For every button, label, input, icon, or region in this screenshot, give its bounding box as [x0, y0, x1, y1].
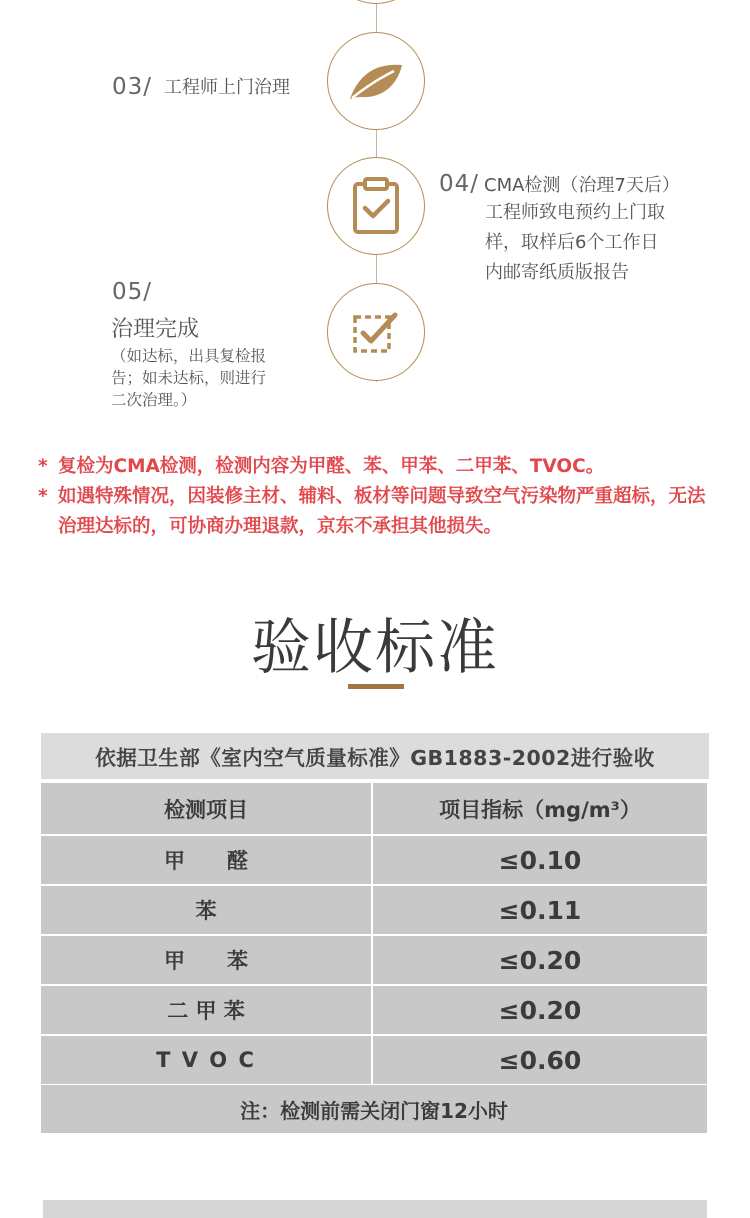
table-row [41, 836, 707, 884]
header-item: 检测项目 [41, 783, 371, 834]
step-4-line: 内邮寄纸质版报告 [485, 262, 629, 283]
table-row [41, 986, 707, 1034]
step-4-line: 工程师致电预约上门取 [485, 202, 665, 223]
step-5-circle [327, 283, 425, 381]
note-1 [38, 452, 718, 482]
step-5-desc [111, 345, 266, 411]
row-item: T V O C [41, 1036, 371, 1084]
table-row [41, 1036, 707, 1084]
previous-step-circle [327, 0, 425, 4]
section-title: 验收标准 [251, 613, 499, 683]
step-4-circle [327, 157, 425, 255]
step-4-line: 样，取样后6个工作日 [485, 232, 659, 253]
table-footer-note: 注：检测前需关闭门窗12小时 [41, 1085, 707, 1133]
step-5-number: 05/ [112, 279, 153, 305]
table-row [41, 936, 707, 984]
row-item: 苯 [41, 886, 371, 934]
note-star: * [38, 456, 48, 477]
table-header-row [41, 783, 707, 834]
note-text: 如遇特殊情况，因装修主材、辅料、板材等问题导致空气污染物严重超标，无法治理达标的，可协商办理退款，京东不承担其他损失。 [58, 486, 706, 537]
title-underline [348, 684, 404, 689]
step-4-number: 04/ [439, 171, 480, 197]
step-5-line: （如达标，出具复检报 [111, 347, 267, 365]
step-5-line: 二次治理。） [111, 391, 197, 409]
step-3-circle [327, 32, 425, 130]
note-2 [38, 482, 718, 542]
row-value: ≤0.60 [373, 1036, 707, 1084]
leaf-icon [346, 59, 406, 103]
row-value: ≤0.20 [373, 936, 707, 984]
step-3-title: 工程师上门治理 [164, 77, 290, 98]
note-text: 复检为CMA检测，检测内容为甲醛、苯、甲苯、二甲苯、TVOC。 [58, 456, 605, 477]
note-star: * [38, 486, 48, 507]
row-value: ≤0.20 [373, 986, 707, 1034]
table-caption: 依据卫生部《室内空气质量标准》GB1883-2002进行验收 [41, 733, 709, 781]
step-5-title: 治理完成 [111, 317, 200, 342]
row-item: 甲 苯 [41, 936, 371, 984]
next-section-bar [43, 1200, 707, 1218]
clipboard-check-icon [351, 177, 401, 235]
table-row [41, 886, 707, 934]
step-4-desc [485, 198, 665, 288]
header-value: 项目指标（mg/m³） [373, 783, 707, 834]
step-4-title: CMA检测（治理7天后） [484, 175, 680, 196]
row-item: 甲 醛 [41, 836, 371, 884]
checked-box-icon [351, 309, 401, 355]
step-5-line: 告；如未达标，则进行 [111, 369, 267, 387]
row-value: ≤0.10 [373, 836, 707, 884]
step-3-number: 03/ [112, 74, 153, 100]
row-item: 二 甲 苯 [41, 986, 371, 1034]
row-value: ≤0.11 [373, 886, 707, 934]
